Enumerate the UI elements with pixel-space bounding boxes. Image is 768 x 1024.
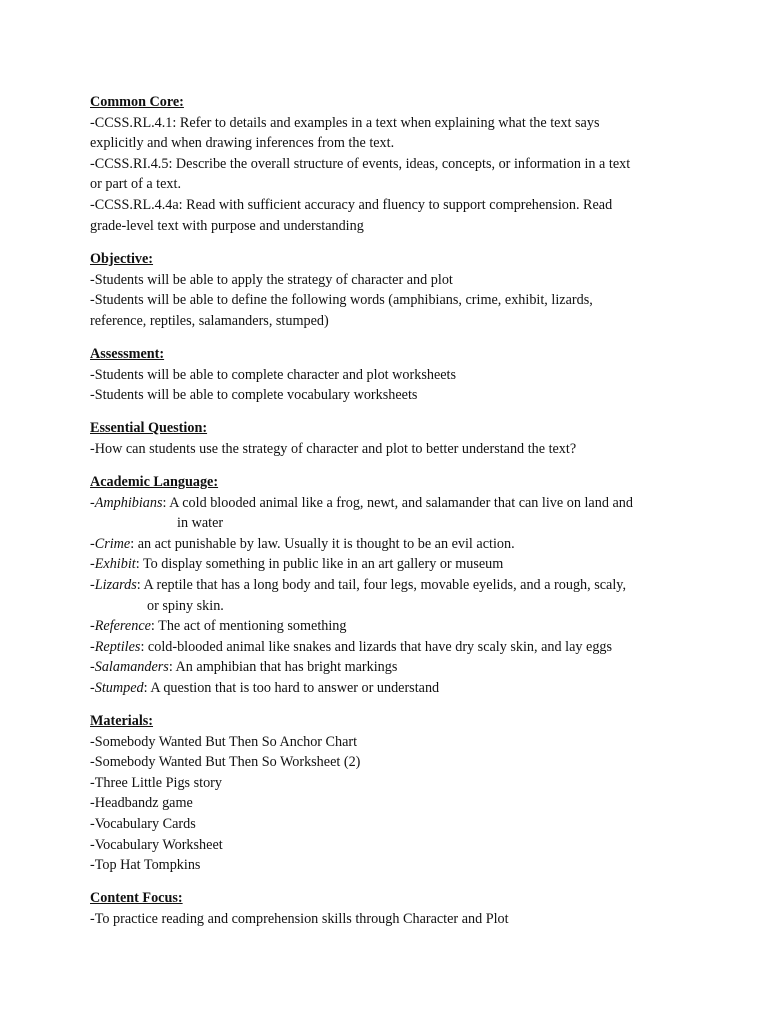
common-core-line: -CCSS.RL.4.4a: Read with sufficient accuracy and fluency to support comprehension. Read — [90, 196, 613, 213]
essential-question-line: -How can students use the strategy of character and plot to better understand the text? — [90, 440, 577, 457]
assessment-section — [90, 344, 690, 406]
vocab-term: Salamanders — [94, 659, 169, 676]
materials-item: -Top Hat Tompkins — [90, 857, 201, 874]
vocab-definition-continued: in water — [177, 515, 224, 532]
vocab-definition: : An amphibian that has bright markings — [168, 659, 398, 676]
objective-line: -Students will be able to define the following words (amphibians, crime, exhibit, lizards, — [90, 292, 593, 309]
common-core-line: -CCSS.RL.4.1: Refer to details and examples in a text when explaining what the text says — [90, 114, 600, 131]
materials-heading: Materials: — [90, 713, 154, 729]
common-core-line: -CCSS.RI.4.5: Describe the overall structure of events, ideas, concepts, or information in a text — [90, 155, 631, 172]
vocab-definition: : an act punishable by law. Usually it is thought to be an evil action. — [130, 535, 515, 552]
content-focus-heading: Content Focus: — [90, 890, 183, 906]
vocab-definition: : The act of mentioning something — [150, 618, 347, 635]
common-core-section — [90, 92, 690, 236]
objective-line: -Students will be able to apply the strategy of character and plot — [90, 271, 453, 288]
vocab-entry-stumped: -Stumped: A question that is too hard to answer or understand — [90, 679, 440, 696]
objective-line: reference, reptiles, salamanders, stumped) — [90, 312, 329, 329]
vocab-term: Exhibit — [94, 556, 136, 573]
vocab-entry-amphibians: -Amphibians: A cold blooded animal like a frog, newt, and salamander that can live on land and — [90, 494, 633, 511]
vocab-term: Stumped — [94, 679, 144, 696]
content-focus-section — [90, 888, 690, 929]
vocab-term: Reptiles — [94, 638, 141, 655]
materials-item: -Somebody Wanted But Then So Worksheet (2) — [90, 754, 361, 771]
vocab-entry-reptiles: -Reptiles: cold-blooded animal like snakes and lizards that have dry scaly skin, and lay eggs — [90, 638, 613, 655]
vocab-definition: : cold-blooded animal like snakes and lizards that have dry scaly skin, and lay eggs — [140, 638, 613, 655]
materials-item: -Vocabulary Worksheet — [90, 836, 223, 853]
common-core-line: grade-level text with purpose and understanding — [90, 217, 364, 234]
vocab-entry-salamanders: -Salamanders: An amphibian that has bright markings — [90, 659, 398, 676]
vocab-entry-reference: -Reference: The act of mentioning something — [90, 618, 347, 635]
essential-question-section — [90, 418, 690, 459]
objective-section — [90, 249, 690, 331]
vocab-term: Crime — [94, 535, 131, 552]
essential-question-heading: Essential Question: — [90, 420, 208, 436]
vocab-term: Lizards — [94, 576, 137, 593]
academic-language-section — [90, 472, 690, 699]
content-focus-line: -To practice reading and comprehension skills through Character and Plot — [90, 910, 509, 927]
vocab-term: Amphibians — [94, 494, 163, 511]
vocab-entry-lizards: -Lizards: A reptile that has a long body and tail, four legs, movable eyelids, and a rough, scaly, — [90, 576, 627, 593]
materials-item: -Somebody Wanted But Then So Anchor Chart — [90, 733, 358, 750]
materials-section — [90, 711, 690, 876]
vocab-definition: : A reptile that has a long body and tail, four legs, movable eyelids, and a rough, scaly, — [136, 576, 627, 593]
vocab-definition: : A cold blooded animal like a frog, newt, and salamander that can live on land and — [162, 494, 633, 511]
materials-item: -Three Little Pigs story — [90, 774, 222, 791]
common-core-heading: Common Core: — [90, 94, 184, 110]
materials-item: -Vocabulary Cards — [90, 815, 196, 832]
common-core-line: or part of a text. — [90, 176, 181, 193]
common-core-line: explicitly and when drawing inferences from the text. — [90, 135, 395, 152]
assessment-line: -Students will be able to complete vocabulary worksheets — [90, 387, 418, 404]
materials-item: -Headbandz game — [90, 795, 193, 812]
academic-language-heading: Academic Language: — [90, 474, 219, 490]
vocab-definition-continued: or spiny skin. — [147, 597, 224, 614]
objective-heading: Objective: — [90, 251, 154, 267]
vocab-term: Reference — [94, 618, 151, 635]
assessment-heading: Assessment: — [90, 346, 165, 362]
vocab-definition: : To display something in public like in an art gallery or museum — [135, 556, 504, 573]
vocab-entry-crime: -Crime: an act punishable by law. Usually it is thought to be an evil action. — [90, 535, 515, 552]
vocab-definition: : A question that is too hard to answer or understand — [143, 679, 440, 696]
assessment-line: -Students will be able to complete character and plot worksheets — [90, 366, 457, 383]
vocab-entry-exhibit: -Exhibit: To display something in public like in an art gallery or museum — [90, 556, 504, 573]
